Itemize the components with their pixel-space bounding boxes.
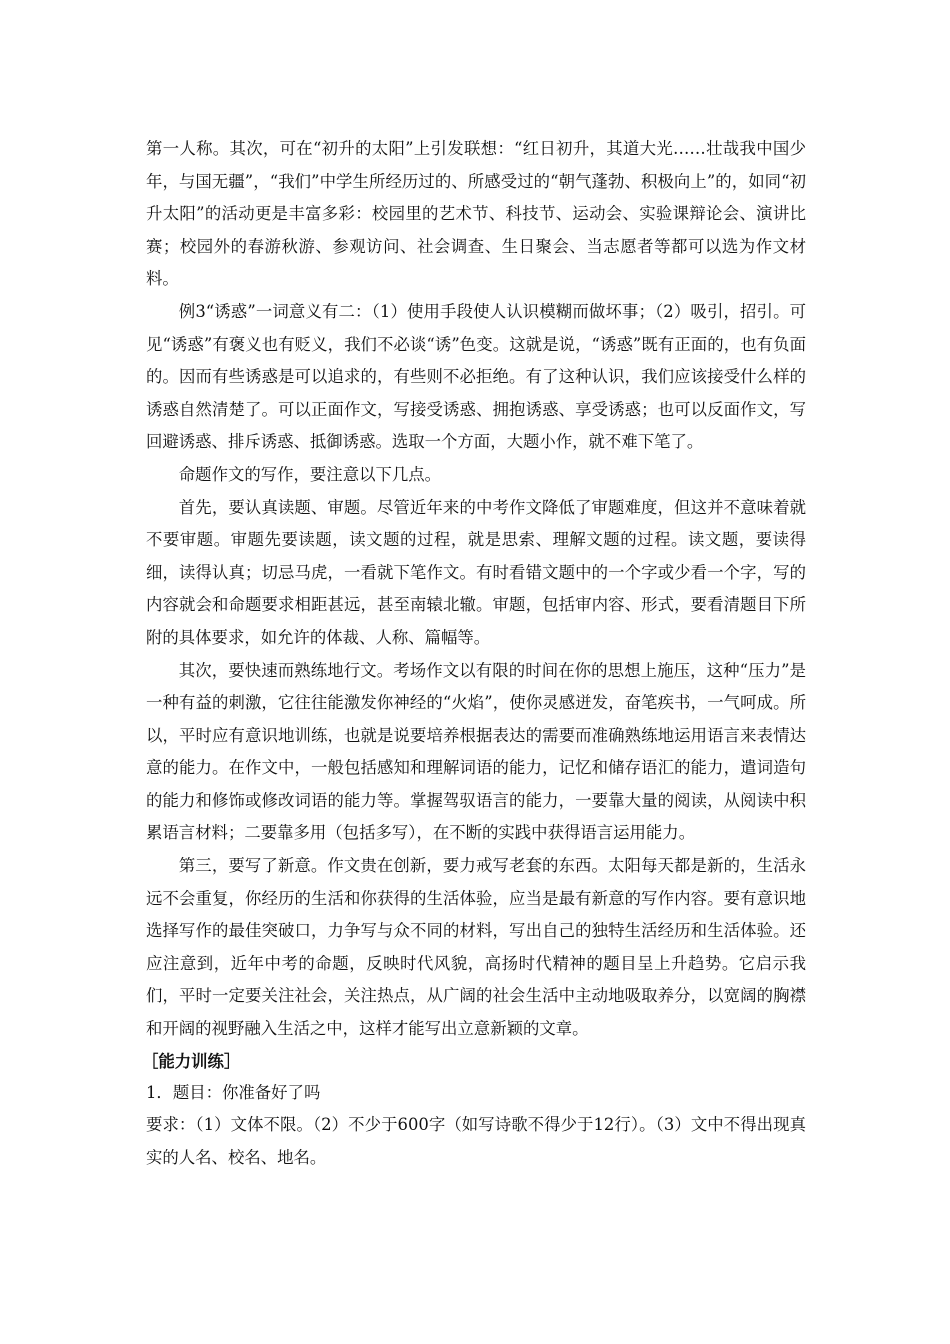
task-title: 1．题目：你准备好了吗: [146, 1082, 321, 1102]
section-heading-training: ［能力训练］: [142, 1051, 241, 1071]
task-requirements: 要求：（1）文体不限。（2）不少于600字（如写诗歌不得少于12行）。（3）文中不得出现真实的人名、校名、地名。: [146, 1115, 806, 1167]
paragraph-continuation: 第一人称。其次，可在“初升的太阳”上引发联想：“红日初升，其道大光……壮哉我中国少年，与国无疆”，“我们”中学生所经历过的、所感受过的“朝气蓬勃、积极向上”的，如同“初升太阳”的活动更是丰富多彩：校园里的艺术节、科技节、运动会、实验课辩论会、演讲比赛；校园外的春游秋游、参观访问、社会调查、生日聚会、当志愿者等都可以选为作文材料。: [146, 139, 806, 289]
paragraph-third-point: 第三，要写了新意。作文贵在创新，要力戒写老套的东西。太阳每天都是新的，生活永远不会重复，你经历的生活和你获得的生活体验，应当是最有新意的写作内容。要有意识地选择写作的最佳突破口，力争写与众不同的材料，写出自己的独特生活经历和生活体验。还应注意到，近年中考的命题，反映时代风貌，高扬时代精神的题目呈上升趋势。它启示我们，平时一定要关注社会，关注热点，从广阔的社会生活中主动地吸取养分，以宽阔的胸襟和开阔的视野融入生活之中，这样才能写出立意新颖的文章。: [146, 856, 806, 1039]
paragraph-second-point: 其次，要快速而熟练地行文。考场作文以有限的时间在你的思想上施压，这种“压力”是一种有益的刺激，它往往能激发你神经的“火焰”，使你灵感迸发，奋笔疾书，一气呵成。所以，平时应有意识地训练，也就是说要培养根据表达的需要而准确熟练地运用语言来表情达意的能力。在作文中，一般包括感知和理解词语的能力，记忆和储存语汇的能力，遣词造句的能力和修饰或修改词语的能力等。掌握驾驭语言的能力，一要靠大量的阅读，从阅读中积累语言材料；二要靠多用（包括多写），在不断的实践中获得语言运用能力。: [146, 660, 806, 843]
document-page: [142, 133, 806, 1174]
paragraph-first-point: 首先，要认真读题、审题。尽管近年来的中考作文降低了审题难度，但这并不意味着就不要审题。审题先要读题，读文题的过程，就是思索、理解文题的过程。读文题，要读得细，读得认真；切忌马虎，一看就下笔作文。有时看错文题中的一个字或少看一个字，写的内容就会和命题要求相距甚远，甚至南辕北辙。审题，包括审内容、形式，要看清题目下所附的具体要求，如允许的体裁、人称、篇幅等。: [146, 497, 806, 647]
paragraph-example-3: 例3“诱惑”一词意义有二：（1）使用手段使人认识模糊而做坏事；（2）吸引，招引。可见“诱惑”有褒义也有贬义，我们不必谈“诱”色变。这就是说，“诱惑”既有正面的，也有负面的。因而有些诱惑是可以追求的，有些则不必拒绝。有了这种认识，我们应该接受什么样的诱惑自然清楚了。可以正面作文，写接受诱惑、拥抱诱惑、享受诱惑；也可以反面作文，写回避诱惑、排斥诱惑、抵御诱惑。选取一个方面，大题小作，就不难下笔了。: [146, 301, 806, 452]
paragraph-intro-points: 命题作文的写作，要注意以下几点。: [178, 464, 442, 484]
